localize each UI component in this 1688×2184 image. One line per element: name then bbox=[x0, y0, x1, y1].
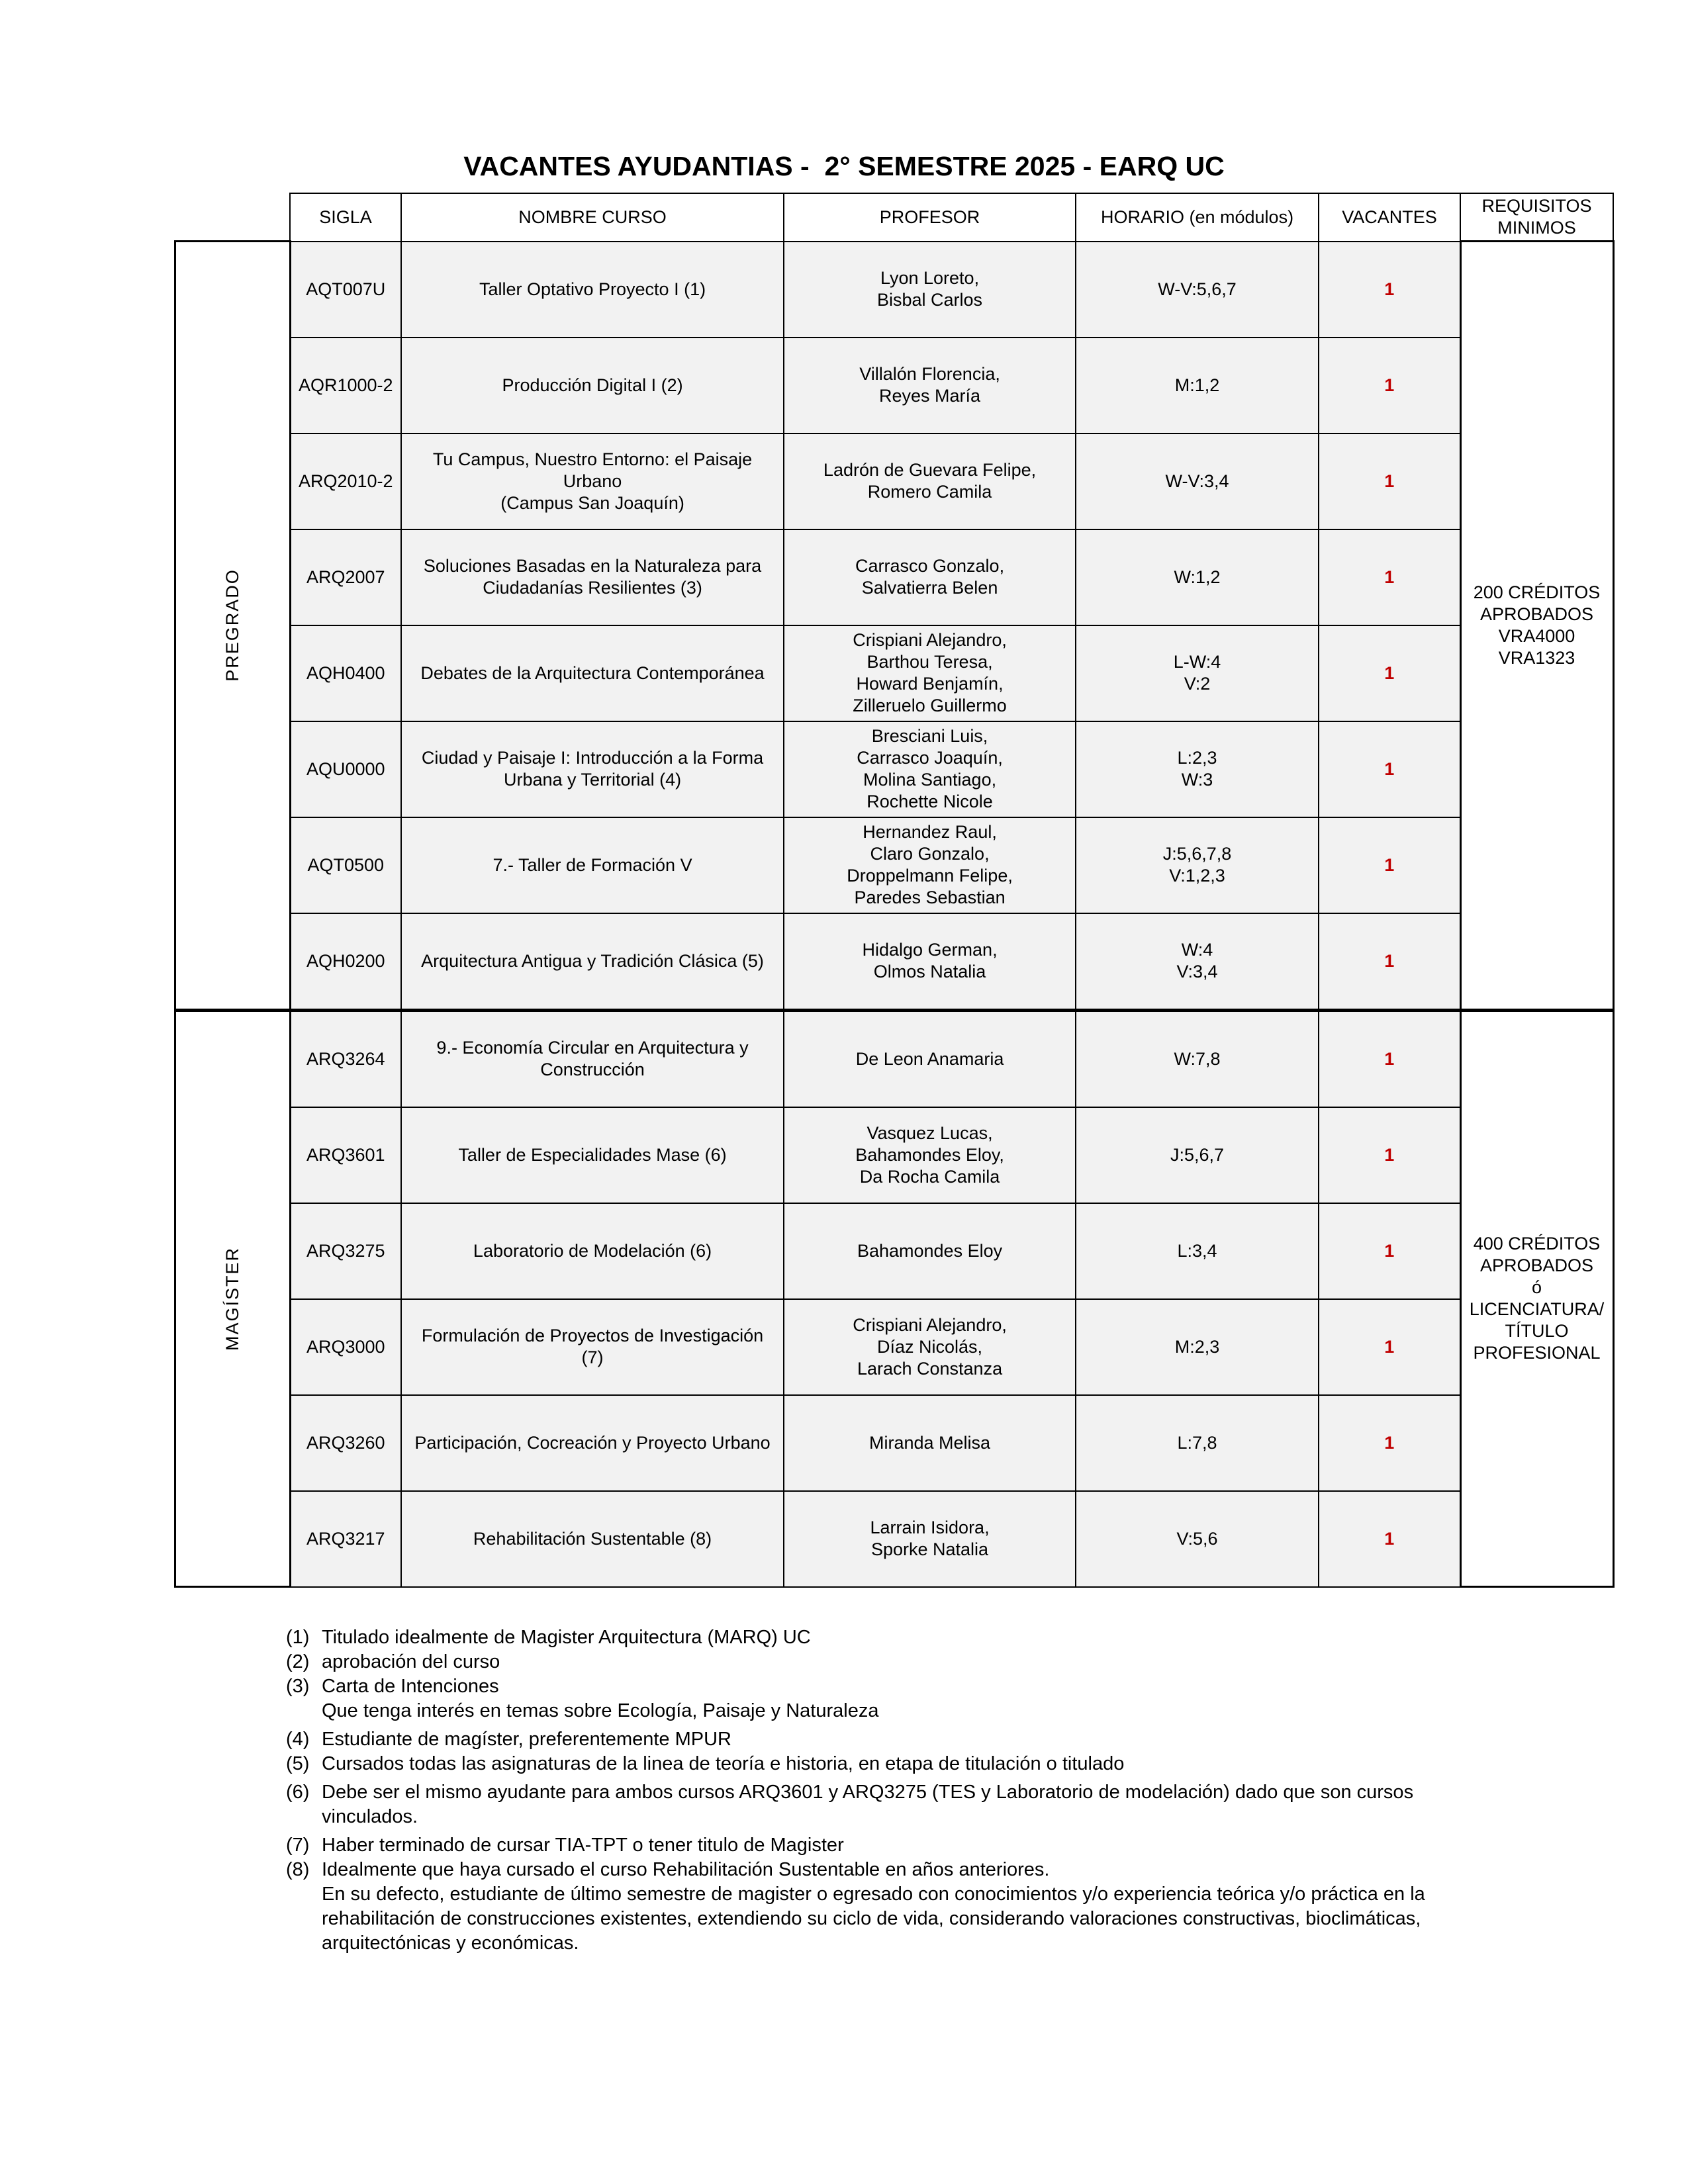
cell-profesor: De Leon Anamaria bbox=[784, 1010, 1076, 1107]
cell-sigla: ARQ3275 bbox=[290, 1203, 401, 1299]
cell-horario: M:1,2 bbox=[1076, 338, 1319, 433]
cell-horario: L:7,8 bbox=[1076, 1395, 1319, 1491]
cell-vacantes: 1 bbox=[1319, 338, 1460, 433]
cell-sigla: ARQ2007 bbox=[290, 529, 401, 625]
cell-vacantes: 1 bbox=[1319, 1107, 1460, 1203]
cell-nombre-curso: Taller de Especialidades Mase (6) bbox=[401, 1107, 784, 1203]
cell-requisitos: 200 CRÉDITOS APROBADOS VRA4000 VRA1323 bbox=[1460, 242, 1613, 1011]
cell-nombre-curso: Arquitectura Antigua y Tradición Clásica (5) bbox=[401, 913, 784, 1011]
footnote-text: Haber terminado de cursar TIA-TPT o tener titulo de Magister bbox=[322, 1835, 844, 1856]
cell-profesor: Hidalgo German, Olmos Natalia bbox=[784, 913, 1076, 1011]
footnote-number: (1) bbox=[286, 1627, 310, 1648]
header-requisitos: REQUISITOS MINIMOS bbox=[1460, 193, 1613, 242]
cell-nombre-curso: Producción Digital I (2) bbox=[401, 338, 784, 433]
cell-profesor: Hernandez Raul, Claro Gonzalo, Droppelmann Felipe, Paredes Sebastian bbox=[784, 817, 1076, 913]
footnote bbox=[286, 1858, 1511, 1956]
cell-vacantes: 1 bbox=[1319, 1010, 1460, 1107]
cell-vacantes: 1 bbox=[1319, 913, 1460, 1011]
cell-sigla: AQR1000-2 bbox=[290, 338, 401, 433]
table-row bbox=[175, 338, 1614, 433]
cell-nombre-curso: Taller Optativo Proyecto I (1) bbox=[401, 242, 784, 338]
cell-sigla: ARQ3260 bbox=[290, 1395, 401, 1491]
footnote-text: Cursados todas las asignaturas de la linea de teoría e historia, en etapa de titulación o titulado bbox=[322, 1753, 1125, 1774]
footnote-number: (3) bbox=[286, 1676, 310, 1697]
cell-sigla: ARQ3217 bbox=[290, 1491, 401, 1587]
vacancies-table bbox=[174, 193, 1615, 1588]
cell-vacantes: 1 bbox=[1319, 625, 1460, 721]
table-row bbox=[175, 433, 1614, 529]
cell-profesor: Crispiani Alejandro, Díaz Nicolás, Larach Constanza bbox=[784, 1299, 1076, 1395]
cell-horario: W:7,8 bbox=[1076, 1010, 1319, 1107]
header-nombre-curso: NOMBRE CURSO bbox=[401, 193, 784, 242]
table-row bbox=[175, 1299, 1614, 1395]
cell-horario: J:5,6,7 bbox=[1076, 1107, 1319, 1203]
cell-sigla: ARQ3601 bbox=[290, 1107, 401, 1203]
cell-profesor: Miranda Melisa bbox=[784, 1395, 1076, 1491]
cell-nombre-curso: Tu Campus, Nuestro Entorno: el Paisaje Urbano (Campus San Joaquín) bbox=[401, 433, 784, 529]
footnote-number: (8) bbox=[286, 1859, 310, 1880]
footnote bbox=[286, 1727, 1511, 1752]
cell-horario: W-V:3,4 bbox=[1076, 433, 1319, 529]
group-label: PREGRADO bbox=[222, 569, 242, 682]
table-body bbox=[175, 242, 1614, 1587]
cell-profesor: Lyon Loreto, Bisbal Carlos bbox=[784, 242, 1076, 338]
page-title: VACANTES AYUDANTIAS - 2° SEMESTRE 2025 - EARQ UC bbox=[463, 151, 1225, 181]
footnote-number: (2) bbox=[286, 1651, 310, 1672]
cell-nombre-curso: Rehabilitación Sustentable (8) bbox=[401, 1491, 784, 1587]
cell-requisitos: 400 CRÉDITOS APROBADOS ó LICENCIATURA/ TÍTULO PROFESIONAL bbox=[1460, 1010, 1613, 1587]
cell-profesor: Bahamondes Eloy bbox=[784, 1203, 1076, 1299]
footnote-text: Idealmente que haya cursado el curso Rehabilitación Sustentable en años anteriores. En su defecto, estudiante de último semestre de magister o egresado con conocimientos y/o experiencia teórica y/o práctica en la rehabilitación de construcciones existentes, extendiendo su ciclo de vida, considerando valoraciones constructivas, bioclimáticas, arquitectónicas y económicas. bbox=[322, 1859, 1425, 1954]
cell-sigla: AQU0000 bbox=[290, 721, 401, 817]
cell-vacantes: 1 bbox=[1319, 1395, 1460, 1491]
cell-vacantes: 1 bbox=[1319, 721, 1460, 817]
table-header-row bbox=[175, 193, 1614, 242]
cell-nombre-curso: Formulación de Proyectos de Investigación (7) bbox=[401, 1299, 784, 1395]
header-horario: HORARIO (en módulos) bbox=[1076, 193, 1319, 242]
cell-vacantes: 1 bbox=[1319, 242, 1460, 338]
cell-profesor: Vasquez Lucas, Bahamondes Eloy, Da Rocha Camila bbox=[784, 1107, 1076, 1203]
footnote-text: Debe ser el mismo ayudante para ambos cursos ARQ3601 y ARQ3275 (TES y Laboratorio de modelación) dado que son cursos vinculados. bbox=[322, 1782, 1414, 1827]
header-sigla: SIGLA bbox=[290, 193, 401, 242]
cell-nombre-curso: Participación, Cocreación y Proyecto Urbano bbox=[401, 1395, 784, 1491]
cell-sigla: ARQ3264 bbox=[290, 1010, 401, 1107]
footnote bbox=[286, 1674, 1511, 1723]
cell-profesor: Bresciani Luis, Carrasco Joaquín, Molina Santiago, Rochette Nicole bbox=[784, 721, 1076, 817]
footnote-text: Carta de Intenciones Que tenga interés en temas sobre Ecología, Paisaje y Naturaleza bbox=[322, 1676, 879, 1721]
table-row bbox=[175, 1395, 1614, 1491]
cell-vacantes: 1 bbox=[1319, 1299, 1460, 1395]
footnote bbox=[286, 1780, 1511, 1829]
cell-sigla: AQT007U bbox=[290, 242, 401, 338]
table-row bbox=[175, 529, 1614, 625]
cell-sigla: ARQ2010-2 bbox=[290, 433, 401, 529]
table-row bbox=[175, 1010, 1614, 1107]
footnote-number: (7) bbox=[286, 1835, 310, 1856]
cell-horario: W:1,2 bbox=[1076, 529, 1319, 625]
cell-sigla: AQH0400 bbox=[290, 625, 401, 721]
table-row bbox=[175, 913, 1614, 1011]
group-label-cell bbox=[175, 242, 291, 1011]
cell-nombre-curso: 7.- Taller de Formación V bbox=[401, 817, 784, 913]
footnote bbox=[286, 1752, 1511, 1776]
cell-nombre-curso: Laboratorio de Modelación (6) bbox=[401, 1203, 784, 1299]
cell-horario: W:4 V:3,4 bbox=[1076, 913, 1319, 1011]
footnote bbox=[286, 1833, 1511, 1858]
cell-horario: L:2,3 W:3 bbox=[1076, 721, 1319, 817]
cell-sigla: AQH0200 bbox=[290, 913, 401, 1011]
cell-profesor: Ladrón de Guevara Felipe, Romero Camila bbox=[784, 433, 1076, 529]
cell-vacantes: 1 bbox=[1319, 1203, 1460, 1299]
cell-vacantes: 1 bbox=[1319, 529, 1460, 625]
cell-horario: V:5,6 bbox=[1076, 1491, 1319, 1587]
cell-profesor: Crispiani Alejandro, Barthou Teresa, Howard Benjamín, Zilleruelo Guillermo bbox=[784, 625, 1076, 721]
table-row bbox=[175, 1107, 1614, 1203]
cell-profesor: Carrasco Gonzalo, Salvatierra Belen bbox=[784, 529, 1076, 625]
footnotes bbox=[286, 1625, 1511, 1956]
cell-sigla: AQT0500 bbox=[290, 817, 401, 913]
cell-horario: L:3,4 bbox=[1076, 1203, 1319, 1299]
table-row bbox=[175, 817, 1614, 913]
table-row bbox=[175, 1203, 1614, 1299]
footnote-text: Titulado idealmente de Magister Arquitectura (MARQ) UC bbox=[322, 1627, 811, 1648]
cell-sigla: ARQ3000 bbox=[290, 1299, 401, 1395]
cell-horario: M:2,3 bbox=[1076, 1299, 1319, 1395]
cell-horario: W-V:5,6,7 bbox=[1076, 242, 1319, 338]
table-row bbox=[175, 242, 1614, 338]
cell-horario: L-W:4 V:2 bbox=[1076, 625, 1319, 721]
group-label-cell bbox=[175, 1010, 291, 1587]
cell-nombre-curso: Soluciones Basadas en la Naturaleza para Ciudadanías Resilientes (3) bbox=[401, 529, 784, 625]
footnote-text: Estudiante de magíster, preferentemente MPUR bbox=[322, 1729, 731, 1750]
footnote-number: (4) bbox=[286, 1729, 310, 1750]
footnote-text: aprobación del curso bbox=[322, 1651, 500, 1672]
cell-nombre-curso: Ciudad y Paisaje I: Introducción a la Forma Urbana y Territorial (4) bbox=[401, 721, 784, 817]
cell-profesor: Villalón Florencia, Reyes María bbox=[784, 338, 1076, 433]
cell-nombre-curso: Debates de la Arquitectura Contemporánea bbox=[401, 625, 784, 721]
table-row bbox=[175, 721, 1614, 817]
footnote-number: (6) bbox=[286, 1782, 310, 1803]
table-row bbox=[175, 1491, 1614, 1587]
group-label: MAGÍSTER bbox=[222, 1246, 242, 1351]
footnote bbox=[286, 1625, 1511, 1650]
cell-vacantes: 1 bbox=[1319, 1491, 1460, 1587]
cell-nombre-curso: 9.- Economía Circular en Arquitectura y Construcción bbox=[401, 1010, 784, 1107]
cell-horario: J:5,6,7,8 V:1,2,3 bbox=[1076, 817, 1319, 913]
table-row bbox=[175, 625, 1614, 721]
cell-vacantes: 1 bbox=[1319, 433, 1460, 529]
cell-vacantes: 1 bbox=[1319, 817, 1460, 913]
header-profesor: PROFESOR bbox=[784, 193, 1076, 242]
footnote-number: (5) bbox=[286, 1753, 310, 1774]
header-vacantes: VACANTES bbox=[1319, 193, 1460, 242]
footnote bbox=[286, 1650, 1511, 1674]
cell-profesor: Larrain Isidora, Sporke Natalia bbox=[784, 1491, 1076, 1587]
header-corner bbox=[175, 193, 291, 242]
